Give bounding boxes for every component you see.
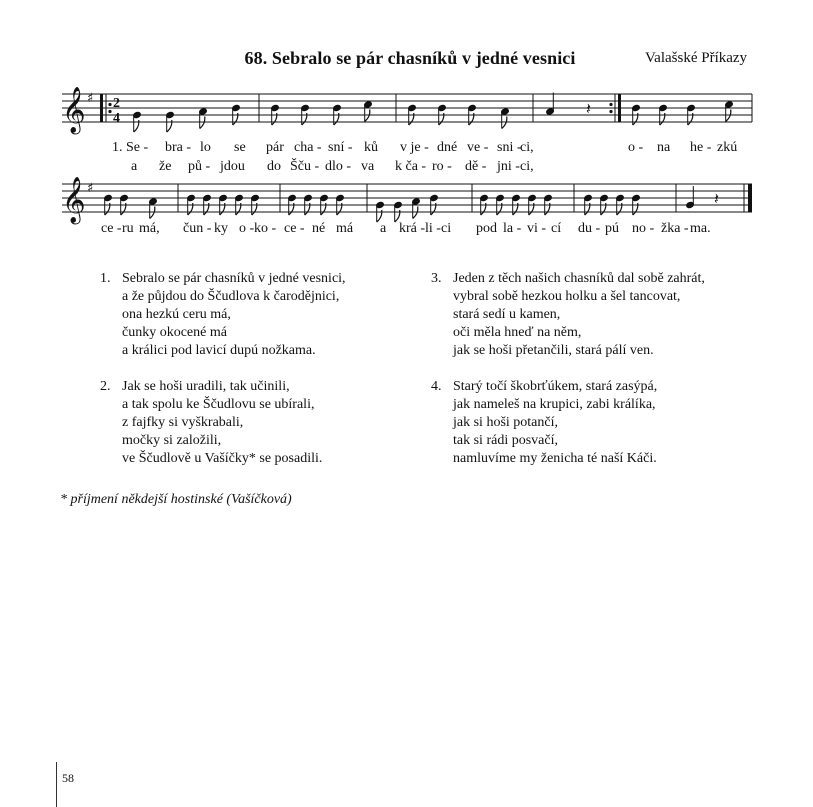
verse-line: tak si rádi posvačí, [453, 433, 558, 448]
verse-line: jak se hoši přetančili, stará pálí ven. [453, 343, 654, 358]
lyric-syllable: du - [578, 221, 601, 236]
lyric-syllable: ce - [284, 221, 305, 236]
notes-system-1 [133, 93, 734, 133]
verse-line: jak si hoši potančí, [453, 415, 558, 430]
lyric-syllable: jni - [497, 159, 520, 174]
verse-line: jak nameleš na krupici, zabi králíka, [453, 397, 656, 412]
lyric-syllable: žka - [661, 221, 689, 236]
lyric-syllable: ků [364, 140, 378, 155]
lyric-syllable: ko - [254, 221, 277, 236]
verse-number: 1. [100, 271, 111, 286]
song-title: 68. Sebralo se pár chasníků v jedné vesnici [244, 48, 576, 68]
verse-line: a králici pod lavicí dupú nožkama. [122, 343, 316, 358]
lyric-syllable: pů - [188, 159, 211, 174]
lyric-syllable: cha - [294, 140, 322, 155]
lyric-syllable: vi - [527, 221, 547, 236]
lyric-syllable: sní - [328, 140, 353, 155]
verse-line: močky si založili, [122, 433, 222, 448]
lyric-syllable: li - [425, 221, 441, 236]
note [725, 101, 734, 122]
lyric-syllable: o - [628, 140, 644, 155]
verse-line: oči měla hneď na něm, [453, 325, 582, 340]
time-signature-top: 2 [113, 96, 120, 111]
lyric-syllable: má [336, 221, 354, 236]
lyric-syllable: zkú [717, 140, 738, 155]
note [546, 93, 555, 116]
lyric-syllable: a [131, 159, 138, 174]
key-sharp-icon: ♯ [87, 181, 94, 196]
lyric-syllable: ve - [467, 140, 489, 155]
note [364, 101, 373, 122]
lyric-syllable: a [380, 221, 387, 236]
lyric-syllable: no - [632, 221, 655, 236]
quarter-rest-icon: 𝄽 [714, 189, 719, 208]
treble-clef-icon: 𝄞 [62, 87, 86, 133]
note [412, 198, 421, 219]
lyric-syllable: Šču - [290, 159, 320, 174]
verse-line: čunky okocené má [122, 325, 227, 340]
quarter-rest-icon: 𝄽 [586, 99, 591, 118]
verse-number: 2. [100, 379, 111, 394]
verse-line: Jeden z těch našich chasníků dal sobě zahrát, [453, 271, 705, 286]
lyric-syllable: sni - [497, 140, 522, 155]
verse-line: vybral sobě hezkou holku a šel tancovat, [453, 289, 681, 304]
lyric-syllable: čun - [183, 221, 212, 236]
page-margin-rule [56, 762, 57, 807]
lyric-syllable: jdou [220, 159, 245, 174]
lyric-syllable: ma. [690, 221, 711, 236]
lyric-syllable: lo [200, 140, 211, 155]
verse-number: 4. [431, 379, 442, 394]
lyric-syllable: ci [441, 221, 452, 236]
lyric-syllable: bra - [165, 140, 192, 155]
lyric-syllable: pár [266, 140, 284, 155]
verse-4 [431, 378, 771, 470]
verse-line: ve Ščudlově u Vašíčky* se posadili. [122, 451, 323, 466]
lyric-syllable: ci, [520, 140, 534, 155]
lyrics-system-2-line-1 [101, 221, 711, 236]
verse-line: ona hezkú ceru má, [122, 307, 231, 322]
page-number: 58 [62, 771, 74, 785]
verse-lines [453, 270, 705, 360]
song-origin: Valašské Příkazy [645, 50, 748, 66]
lyric-syllable: ce - [101, 221, 122, 236]
verse-line: namluvíme my ženicha té naší Káči. [453, 451, 657, 466]
footnote: * příjmení někdejší hostinské (Vašíčková) [60, 492, 292, 507]
lyric-syllable: v je - [400, 140, 429, 155]
lyric-syllable: ru [122, 221, 134, 236]
lyric-syllable: la - [503, 221, 522, 236]
lyric-syllable: dě - [465, 159, 487, 174]
note [199, 108, 208, 129]
time-signature-bottom: 4 [113, 111, 120, 126]
lyric-syllable: má, [139, 221, 160, 236]
lyric-syllable: dlo - [325, 159, 352, 174]
lyric-syllable: pú [605, 221, 619, 236]
lyric-syllable: 1. Se - [112, 140, 149, 155]
verse-line: a že půjdou do Ščudlova k čarodějnici, [122, 289, 340, 304]
lyric-syllable: se [234, 140, 246, 155]
lyric-syllable: do [267, 159, 281, 174]
verse-lines [122, 378, 322, 468]
verse-3 [431, 270, 771, 362]
verse-2 [100, 378, 400, 470]
verse-line: Starý točí škobrťúkem, stará zasýpá, [453, 379, 658, 394]
lyric-syllable: ci, [520, 159, 534, 174]
lyric-syllable: né [312, 221, 326, 236]
lyric-syllable: pod [476, 221, 497, 236]
lyric-syllable: va [361, 159, 375, 174]
verse-lines [453, 378, 657, 468]
verse-lines [122, 270, 346, 360]
lyric-syllable: dné [437, 140, 458, 155]
verse-line: stará sedí u kamen, [453, 307, 561, 322]
lyric-syllable: o - [239, 221, 255, 236]
lyric-syllable: he - [690, 140, 712, 155]
lyric-syllable: ro - [432, 159, 452, 174]
lyric-syllable: na [657, 140, 671, 155]
verse-number: 3. [431, 271, 442, 286]
lyric-syllable: k ča - [395, 159, 427, 174]
treble-clef-icon: 𝄞 [62, 177, 86, 223]
lyric-syllable: cí [551, 221, 562, 236]
lyric-syllable: krá - [399, 221, 426, 236]
note [501, 108, 510, 129]
lyrics-system-1-line-1 [112, 140, 737, 155]
note [149, 198, 158, 219]
verse-line: a tak spolu ke Ščudlovu se ubírali, [122, 397, 315, 412]
lyric-syllable: ky [214, 221, 228, 236]
verse-line: z fajfky si vyškrabali, [122, 415, 244, 430]
key-sharp-icon: ♯ [87, 91, 94, 106]
verse-line: Sebralo se pár chasníků v jedné vesnici, [122, 271, 346, 286]
verse-line: Jak se hoši uradili, tak učinili, [122, 379, 290, 394]
verse-1 [100, 270, 400, 362]
music-staff-system-2 [0, 170, 813, 250]
note [686, 186, 695, 209]
lyric-syllable: že [159, 159, 172, 174]
